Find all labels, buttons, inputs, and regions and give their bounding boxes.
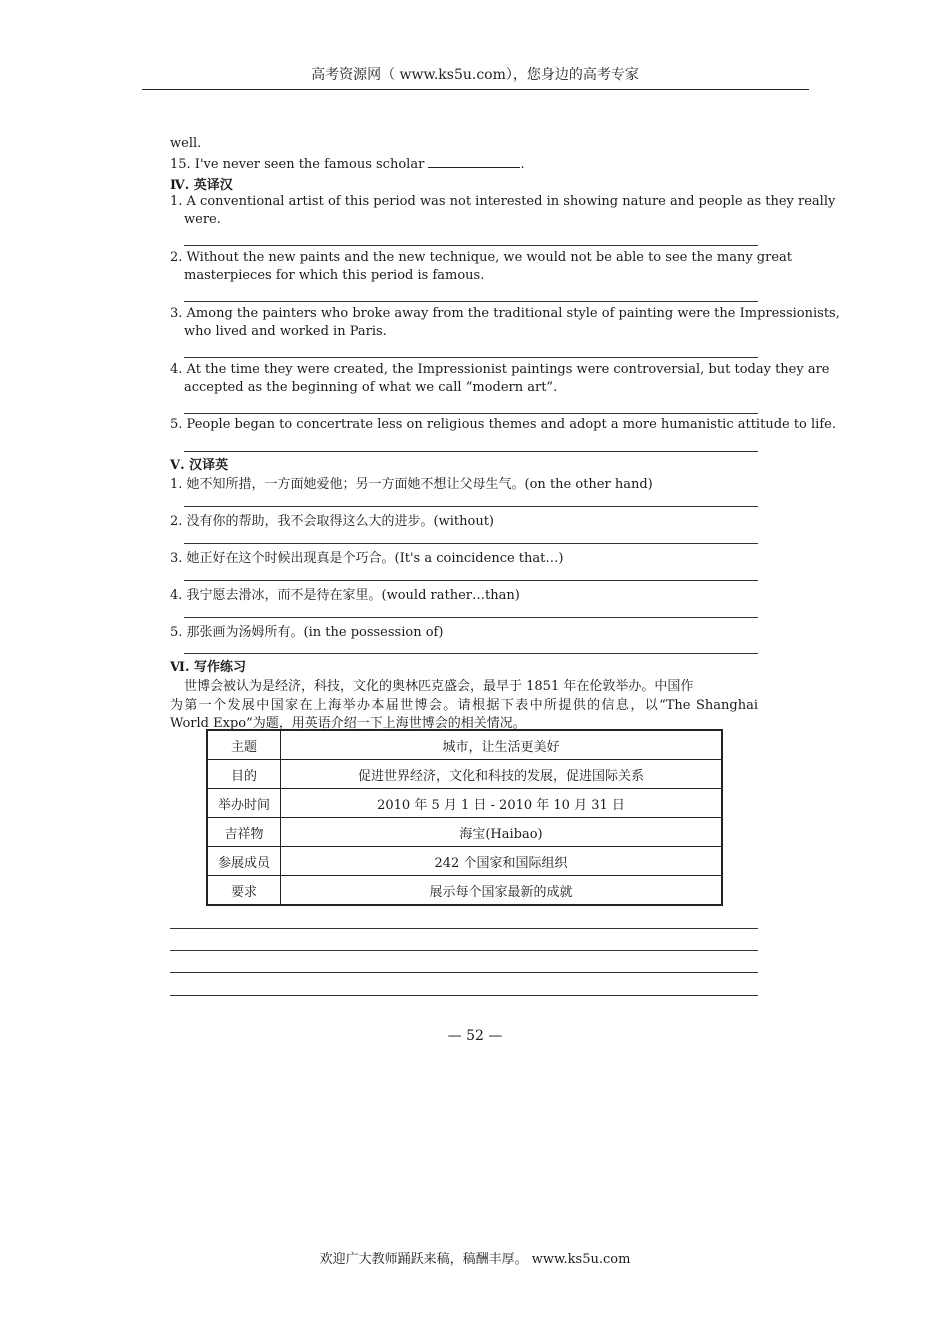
section-4-item-2-line-2: masterpieces for which this period is famous. [184,268,485,283]
table-row [207,818,722,847]
table-label: 主题 [207,730,281,760]
section-5-item-3: 3. 她正好在这个时候出现真是个巧合。(It's a coincidence that…) [170,551,564,566]
answer-line[interactable] [184,413,758,414]
writing-line[interactable] [170,928,758,929]
question-15-text: 15. I've never seen the famous scholar [170,157,425,172]
table-label: 要求 [207,876,281,906]
table-row [207,760,722,789]
expo-info-table [206,729,723,906]
section-5-item-2: 2. 没有你的帮助，我不会取得这么大的进步。(without) [170,514,494,529]
header-divider [142,89,809,90]
page-footer: 欢迎广大教师踊跃来稿，稿酬丰厚。 www.ks5u.com [319,1252,631,1267]
question-15-blank[interactable] [428,155,520,168]
writing-line[interactable] [170,995,758,996]
question-15 [170,155,525,172]
section-4-item-4-line-1: 4. At the time they were created, the Impressionist paintings were controversial, but today they are [170,362,830,377]
table-label: 吉祥物 [207,818,281,847]
section-5-heading: Ⅴ. 汉译英 [170,458,229,473]
answer-line[interactable] [184,245,758,246]
table-value: 海宝(Haibao) [281,818,723,847]
section-4-item-1-line-1: 1. A conventional artist of this period was not interested in showing nature and people as they really [170,194,836,209]
table-label: 目的 [207,760,281,789]
section-4-heading: Ⅳ. 英译汉 [170,178,233,193]
continuation-text: well. [170,136,202,151]
section-6-heading: Ⅵ. 写作练习 [170,660,247,675]
answer-line[interactable] [184,580,758,581]
table-label: 参展成员 [207,847,281,876]
section-5-item-4: 4. 我宁愿去滑冰，而不是待在家里。(would rather…than) [170,588,520,603]
table-value: 促进世界经济，文化和科技的发展，促进国际关系 [281,760,723,789]
section-6-paragraph-line-1: 世博会被认为是经济，科技，文化的奥林匹克盛会，最早于 1851 年在伦敦举办。中国作 [184,679,694,694]
section-4-item-3-line-2: who lived and worked in Paris. [184,324,387,339]
question-15-end: . [520,157,525,172]
section-6-paragraph-line-3: World Expo”为题，用英语介绍一下上海世博会的相关情况。 [170,716,526,731]
answer-line[interactable] [184,357,758,358]
answer-line[interactable] [184,506,758,507]
section-6-paragraph-line-2: 为第一个发展中国家在上海举办本届世博会。请根据下表中所提供的信息，以“The Shanghai [170,698,758,713]
answer-line[interactable] [184,301,758,302]
page-number: — 52 — [447,1028,503,1044]
section-4-item-1-line-2: were. [184,212,221,227]
table-row [207,789,722,818]
section-5-item-5: 5. 那张画为汤姆所有。(in the possession of) [170,625,444,640]
table-row [207,730,722,760]
answer-line[interactable] [184,653,758,654]
table-row [207,847,722,876]
table-label: 举办时间 [207,789,281,818]
section-5-item-1: 1. 她不知所措，一方面她爱他；另一方面她不想让父母生气。(on the other hand) [170,477,653,492]
answer-line[interactable] [184,451,758,452]
section-4-item-5: 5. People began to concertrate less on religious themes and adopt a more humanistic attitude to life. [170,417,836,432]
section-4-item-2-line-1: 2. Without the new paints and the new technique, we would not be able to see the many great [170,250,793,265]
table-value: 2010 年 5 月 1 日 - 2010 年 10 月 31 日 [281,789,723,818]
page-header: 高考资源网（ www.ks5u.com），您身边的高考专家 [311,67,639,83]
table-value: 242 个国家和国际组织 [281,847,723,876]
answer-line[interactable] [184,617,758,618]
writing-line[interactable] [170,972,758,973]
section-4-item-3-line-1: 3. Among the painters who broke away from the traditional style of painting were the Impressionists, [170,306,840,321]
table-value: 城市，让生活更美好 [281,730,723,760]
table-value: 展示每个国家最新的成就 [281,876,723,906]
writing-line[interactable] [170,950,758,951]
section-4-item-4-line-2: accepted as the beginning of what we call “modern art”. [184,380,558,395]
answer-line[interactable] [184,543,758,544]
table-row [207,876,722,906]
